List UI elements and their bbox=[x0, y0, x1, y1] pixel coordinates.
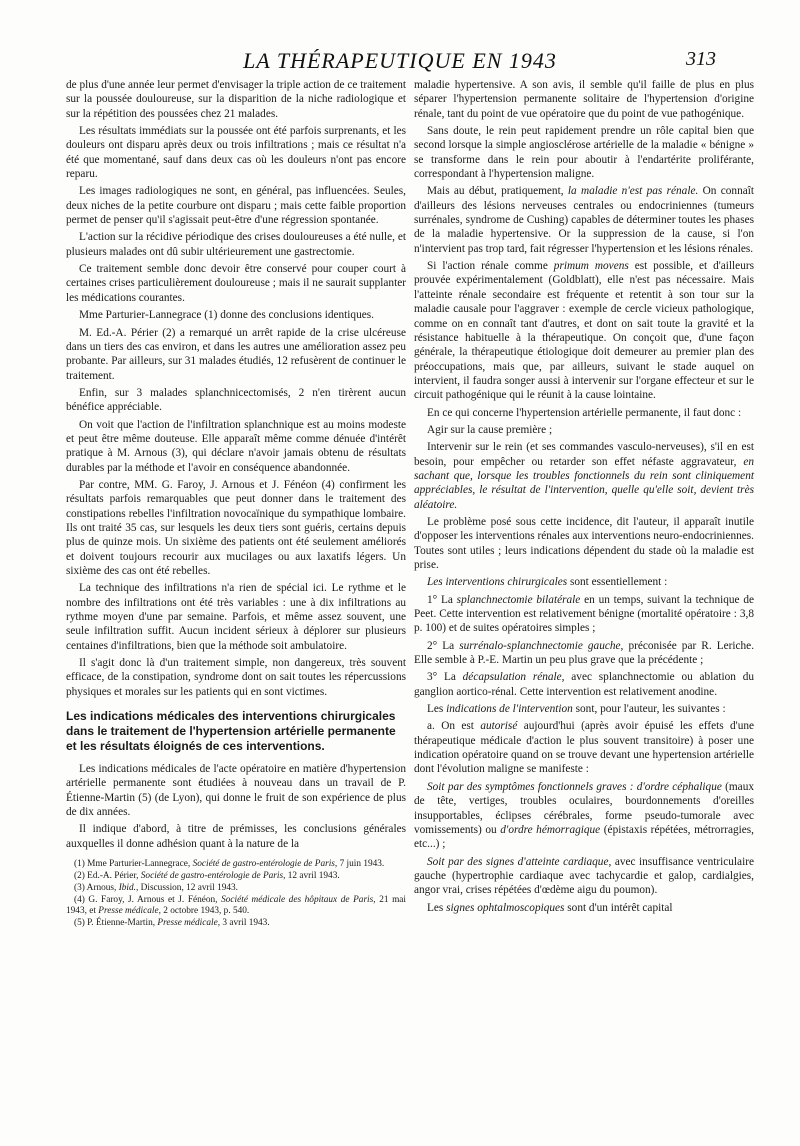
paragraph: Mme Parturier-Lannegrace (1) donne des conclusions identiques. bbox=[79, 309, 374, 322]
paragraph: de plus d'une année leur permet d'envisager la triple action de ce traitement sur la poussée douloureuse, sur la disparition de la niche radiologique et sur la répétition des poussées chez 21 malades. bbox=[66, 79, 406, 120]
left-column bbox=[66, 78, 406, 930]
paragraph: Intervenir sur le rein (et ses commandes vasculo-nerveuses), s'il en est besoin, pour empêcher ou retarder son effet néfaste aggravateur, en sachant que, lorsque les troubles fonctionnels du rein sont cliniquement appréciables, le résultat de l'intervention, quelle qu'elle soit, devient très aléatoire. bbox=[414, 441, 754, 511]
running-title: LA THÉRAPEUTIQUE EN 1943 bbox=[243, 48, 557, 73]
paragraph: La technique des infiltrations n'a rien de spécial ici. Le rythme et le nombre des infiltrations ont été très variables : une à dix infiltrations au rythme moyen d'une par semaine. Parfois, et même assez souvent, une seule infiltration suffit. Aucun incident sérieux à déplorer sur plusieurs centaines d'infiltrations, bien que la méthode soit ambulatoire. bbox=[66, 582, 406, 652]
footnotes bbox=[66, 859, 406, 930]
paragraph: 2° La surrénalo-splanchnectomie gauche, préconisée par R. Leriche. Elle semble à P.-E. Martin un peu plus grave que la précédente ; bbox=[414, 639, 755, 667]
paragraph: Les indications de l'intervention sont, pour l'auteur, les suivantes : bbox=[427, 703, 726, 716]
paragraph: Les indications médicales de l'acte opératoire en matière d'hypertension artérielle permanente sont étudiées à nouveau dans un travail de P. Étienne-Martin (5) (de Lyon), qui donne le fruit de son expérience de plus de dix années. bbox=[66, 763, 406, 819]
footnote: (2) Ed.-A. Périer, Société de gastro-entérologie de Paris, 12 avril 1943. bbox=[74, 870, 340, 881]
paragraph: Enfin, sur 3 malades splanchnicectomisés, 2 n'en tirèrent aucun bénéfice appréciable. bbox=[66, 386, 406, 414]
paragraph: Il s'agit donc là d'un traitement simple, non dangereux, très souvent efficace, de la constipation, syndrome dont on sait toutes les répercussions physiques et morales sur les patients qui en sont victimes. bbox=[66, 657, 406, 698]
paragraph: Sans doute, le rein peut rapidement prendre un rôle capital bien que second lorsque la simple angiosclérose artérielle de la maladie « bénigne » se transforme dans le rein pour aboutir à l'endartérite proliférante, correspondant à l'hypertension maligne. bbox=[414, 125, 754, 181]
paragraph: Le problème posé sous cette incidence, dit l'auteur, il apparaît inutile d'opposer les interventions rénales aux interventions neuro-endocriniennes. Toutes sont utiles ; leurs indications dépendent du stade où la maladie est prise. bbox=[414, 515, 754, 571]
paragraph: En ce qui concerne l'hypertension artérielle permanente, il faut donc : bbox=[427, 406, 742, 419]
paragraph: maladie hypertensive. A son avis, il semble qu'il faille de plus en plus séparer l'hypertension permanente solitaire de l'hypertension d'origine rénale, tant du point de vue opératoire que du point de vue pathogénique. bbox=[414, 79, 754, 120]
right-column bbox=[414, 78, 754, 918]
paragraph: Les images radiologiques ne sont, en général, pas influencées. Seules, deux niches de la petite courbure ont disparu ; mais cette faible proportion permet de penser qu'il s'agissait peut-être d'une régression spontanée. bbox=[66, 185, 406, 227]
paragraph: 3° La décapsulation rénale, avec splanchnectomie ou ablation du ganglion aortico-rénal. Cette intervention est relativement anodine. bbox=[414, 671, 755, 698]
section-heading: Les indications médicales des interventions chirurgicales dans le traitement de l'hypertension artérielle permanente et les résultats éloignés de ces interventions. bbox=[66, 709, 396, 754]
paragraph: Ce traitement semble donc devoir être conservé pour couper court à certaines crises particulièrement douloureuse ; mais il ne saurait supplanter les médications courantes. bbox=[66, 263, 406, 304]
paragraph: Par contre, MM. G. Faroy, J. Arnous et J. Fénéon (4) confirment les résultats parfois remarquables que peut donner dans le traitement des constipations rebelles l'infiltration novocaïnique du sympathique lombaire. Ils ont traité 35 cas, sur lesquels les deux tiers sont guéris, certains depuis plus de quinze mois. Un sixième des patients ont été seulement améliorés et doivent toujours recourir aux mucilages ou aux laxatifs légers. Un sixième des cas ont été rebelles. bbox=[66, 478, 406, 577]
footnote: (4) G. Faroy, J. Arnous et J. Fénéon, Société médicale des hôpitaux de Paris, 21 mai 1943, et Presse médicale, 2 octobre 1943, p. 540. bbox=[66, 894, 407, 917]
paragraph: Les signes ophtalmoscopiques sont d'un intérêt capital bbox=[427, 901, 673, 914]
paragraph: M. Ed.-A. Périer (2) a remarqué un arrêt rapide de la crise ulcéreuse dans un tiers des cas environ, et dans les autres une amélioration assez peu probante. Par ailleurs, sur 31 malades étudiés, 12 refusèrent de continuer le traitement. bbox=[66, 326, 406, 382]
footnote: (1) Mme Parturier-Lannegrace, Société de gastro-entérologie de Paris, 7 juin 1943. bbox=[74, 859, 385, 870]
paragraph: Il indique d'abord, à titre de prémisses, les conclusions générales auxquelles il donne adhésion quant à la nature de la bbox=[66, 823, 406, 850]
paragraph: a. On est autorisé aujourd'hui (après avoir épuisé les effets d'une thérapeutique médicale d'action le plus souvent transitoire) à poser une indication opératoire quand on se trouve devant une hypertension artérielle dont l'évolution maligne se manifeste : bbox=[414, 720, 755, 776]
page-number: 313 bbox=[686, 48, 716, 70]
paragraph: Soit par des signes d'atteinte cardiaque, avec insuffisance ventriculaire gauche (hypertrophie cardiaque avec tachycardie et galop, cardialgies, angor vrai, crises répétées d'œdème aigu du poumon). bbox=[414, 855, 754, 897]
paragraph: 1° La splanchnectomie bilatérale en un temps, suivant la technique de Peet. Cette intervention est relativement bénigne (mortalité opératoire : 3,8 p. 100) et de suites opératoires simples ; bbox=[414, 593, 754, 635]
footnote: (3) Arnous, Ibid., Discussion, 12 avril 1943. bbox=[74, 882, 238, 893]
paragraph: Les interventions chirurgicales sont essentiellement : bbox=[427, 576, 668, 589]
footnote: (5) P. Étienne-Martin, Presse médicale, 3 avril 1943. bbox=[74, 918, 270, 929]
paragraph: Agir sur la cause première ; bbox=[427, 423, 553, 436]
paragraph: Les résultats immédiats sur la poussée ont été parfois surprenants, et les douleurs ont disparu après deux ou trois infiltrations ; mais ce résultat n'a été que momentané, sauf dans deux cas où les douleurs n'ont pas encore reparu. bbox=[66, 125, 406, 181]
paragraph: Soit par des symptômes fonctionnels graves : d'ordre céphalique (maux de tête, vertiges, troubles oculaires, bourdonnements d'oreilles insupportables, éclipses cérébrales, forme pseudo-tumorale avec vomissements) ou d'ordre hémorragique (épistaxis répétées, métrorragies, etc...) ; bbox=[414, 780, 755, 851]
paragraph: Mais au début, pratiquement, la maladie n'est pas rénale. On connaît d'ailleurs des lésions nerveuses centrales ou endocriniennes (tumeurs surrénales, syndrome de Cushing) capables de déterminer toutes les phases de la maladie hypertensive. Or la suppression de la cause, si l'on n'intervient pas trop tard, fait régresser l'hypertension et les lésions rénales. bbox=[414, 185, 755, 255]
paragraph: Si l'action rénale comme primum movens est possible, et d'ailleurs prouvée expérimentalement (Goldblatt), elle n'est pas nécessaire. Mais l'atteinte rénale secondaire est fréquente et retentit à son tour sur la maladie causale pour l'aggraver : exemple de cercle vicieux pathologique, comme on en connaît tant d'autres, et dont on sait toute la gravité et la résistance habituelle à la thérapeutique. On conçoit que, d'une façon générale, la thérapeutique étiologique doit demeurer au premier plan des préoccupations, mais que, par ailleurs, suivant le stade auquel on intervient, il faudra songer aussi à intervenir sur l'organe effecteur et sur le circuit pathogénique qui le réunit à la cause lointaine. bbox=[414, 260, 754, 402]
paragraph: L'action sur la récidive périodique des crises douloureuses a été nulle, et plusieurs malades ont dû subir ultérieurement une gastrectomie. bbox=[66, 231, 406, 258]
paragraph: On voit que l'action de l'infiltration splanchnique est au moins modeste et peut être même douteuse. Elle apparaît même comme dénuée d'intérêt pratique à M. Arnous (3), qui déclare n'avoir jamais obtenu de résultats durables par la méthode et l'avoir en conséquence abandonnée. bbox=[66, 418, 406, 474]
